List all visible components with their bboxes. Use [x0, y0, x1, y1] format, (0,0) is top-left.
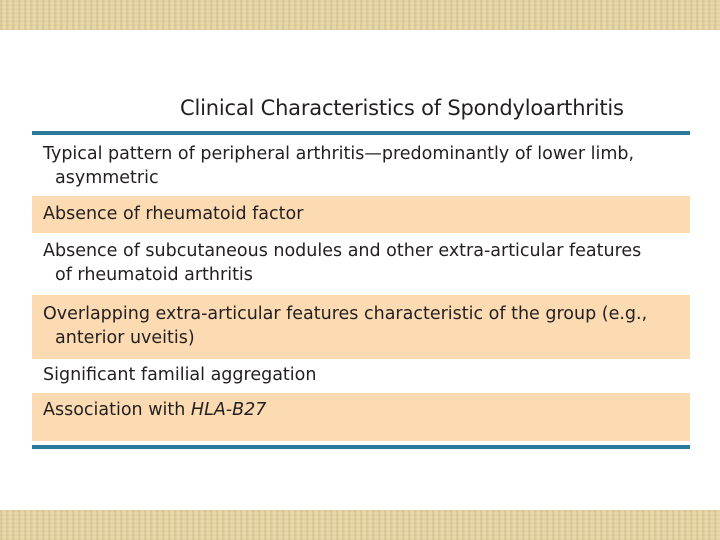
table-row	[32, 295, 690, 359]
row-text-prefix: Association with	[43, 400, 191, 420]
decorative-top-border	[0, 0, 720, 30]
table-bottom-rule	[32, 445, 690, 449]
row-text	[43, 398, 684, 422]
gene-name: HLA-B27	[190, 400, 267, 420]
row-text: Overlapping extra-articular features characteristic of the group (e.g.,	[43, 304, 648, 324]
table-row	[32, 359, 690, 393]
table-row	[32, 196, 690, 233]
table-row	[32, 233, 690, 295]
row-text: Significant familial aggregation	[43, 365, 317, 385]
table-title: Clinical Characteristics of Spondyloarthritis	[180, 96, 624, 120]
row-text-continuation: of rheumatoid arthritis	[55, 265, 253, 285]
decorative-bottom-border	[0, 510, 720, 540]
row-text: Typical pattern of peripheral arthritis—predominantly of lower limb,	[43, 144, 635, 164]
table-row	[32, 135, 690, 196]
row-text-continuation: anterior uveitis)	[55, 328, 195, 348]
row-text: Absence of rheumatoid factor	[43, 204, 304, 224]
characteristics-table	[32, 135, 690, 441]
row-text-continuation: asymmetric	[55, 168, 159, 188]
table-row	[32, 393, 690, 441]
row-text: Absence of subcutaneous nodules and other extra-articular features	[43, 241, 642, 261]
